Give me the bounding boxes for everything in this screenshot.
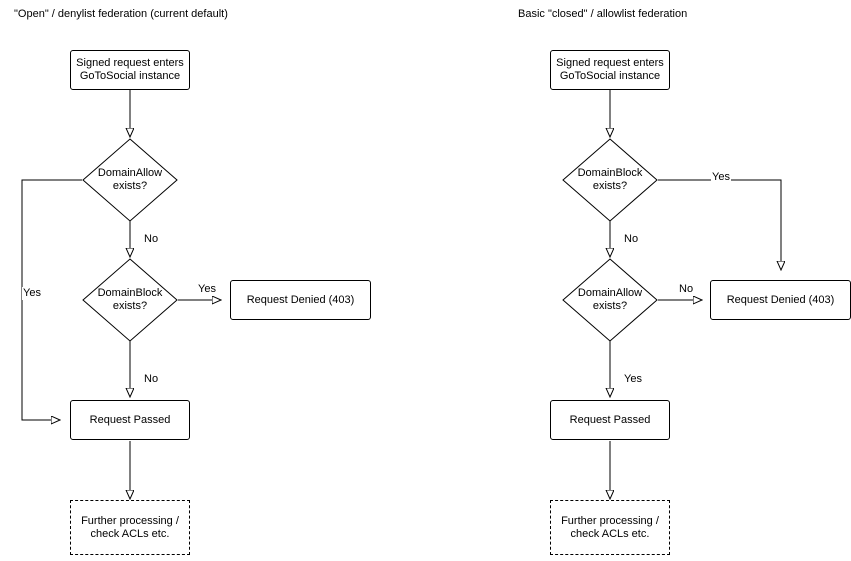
node-request-denied-right bbox=[710, 280, 851, 320]
edge-label-block-yes-left: Yes bbox=[198, 283, 216, 295]
edge-label-allow-yes-left: Yes bbox=[23, 287, 41, 299]
node-signed-request-entry-right bbox=[550, 50, 670, 90]
diagram-title-closed-federation: Basic "closed" / allowlist federation bbox=[518, 8, 688, 20]
node-label: Signed request enters GoToSocial instance bbox=[556, 57, 664, 82]
node-request-denied-left bbox=[230, 280, 371, 320]
node-label: Further processing / check ACLs etc. bbox=[81, 514, 179, 540]
node-label: Request Denied (403) bbox=[246, 293, 355, 306]
node-label: DomainBlock exists? bbox=[97, 287, 163, 312]
edge-label-block-yes-right: Yes bbox=[712, 171, 730, 183]
node-domainblock-decision-left bbox=[82, 258, 178, 342]
diagram-title-open-federation: "Open" / denylist federation (current default) bbox=[14, 8, 228, 20]
node-signed-request-entry-left bbox=[70, 50, 190, 90]
node-label: Request Denied (403) bbox=[726, 293, 835, 306]
node-domainblock-decision-right bbox=[562, 138, 658, 222]
node-label: DomainAllow exists? bbox=[577, 287, 643, 312]
edge-label-block-no-right: No bbox=[624, 233, 639, 245]
edge-allow-yes-to-passed-left bbox=[22, 180, 82, 420]
node-request-passed-left bbox=[70, 400, 190, 440]
node-label: Signed request enters GoToSocial instance bbox=[76, 57, 184, 82]
edge-block-yes-to-denied-right bbox=[658, 180, 781, 270]
node-request-passed-right bbox=[550, 400, 670, 440]
edge-label-allow-no-right: No bbox=[679, 283, 694, 295]
edge-label-allow-no-left: No bbox=[144, 233, 159, 245]
edge-label-allow-yes-right: Yes bbox=[624, 373, 642, 385]
node-label: Request Passed bbox=[89, 413, 171, 426]
node-domainallow-decision-left bbox=[82, 138, 178, 222]
node-further-processing-right bbox=[550, 500, 670, 555]
edge-label-block-no-left: No bbox=[144, 373, 159, 385]
node-label: DomainBlock exists? bbox=[577, 167, 643, 192]
node-further-processing-left bbox=[70, 500, 190, 555]
node-label: Further processing / check ACLs etc. bbox=[561, 514, 659, 540]
node-domainallow-decision-right bbox=[562, 258, 658, 342]
node-label: Request Passed bbox=[569, 413, 651, 426]
node-label: DomainAllow exists? bbox=[97, 167, 163, 192]
